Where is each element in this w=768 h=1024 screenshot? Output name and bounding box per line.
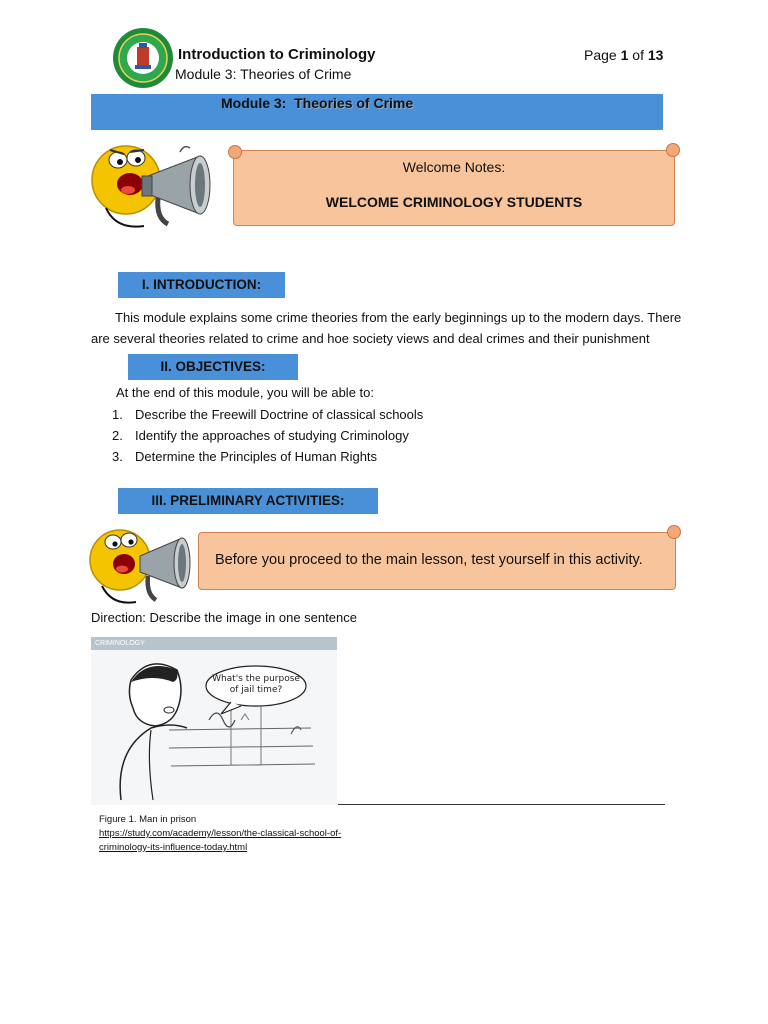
- university-seal-logo: [112, 27, 174, 89]
- preliminary-prompt: Before you proceed to the main lesson, test yourself in this activity.: [215, 552, 643, 568]
- objectives-heading: II. OBJECTIVES:: [128, 354, 298, 380]
- document-subtitle: Module 3: Theories of Crime: [175, 66, 352, 82]
- module-banner: [91, 94, 663, 130]
- list-item: 2. Identify the approaches of studying Criminology: [112, 428, 409, 443]
- introduction-heading: I. INTRODUCTION:: [118, 272, 285, 298]
- welcome-notes-label: Welcome Notes:: [402, 159, 506, 175]
- welcome-title: WELCOME CRIMINOLOGY STUDENTS: [325, 194, 583, 210]
- caption-title: Figure 1. Man in prison: [99, 814, 197, 825]
- list-item: 1. Describe the Freewill Doctrine of classical schools: [112, 407, 424, 422]
- document-title: Introduction to Criminology: [178, 46, 376, 63]
- objectives-list: [112, 404, 423, 467]
- list-item: 3. Determine the Principles of Human Rights: [112, 449, 378, 464]
- welcome-notes-scroll: [233, 150, 675, 226]
- answer-line[interactable]: [338, 804, 665, 805]
- figure-caption: [99, 813, 341, 855]
- image-banner-text: CRIMINOLOGY: [95, 640, 145, 647]
- direction-text: Direction: Describe the image in one sentence: [91, 610, 357, 625]
- speech-bubble-text: What's the purpose of jail time?: [212, 674, 300, 695]
- source-link-continued[interactable]: criminology-its-influence-today.html: [99, 842, 248, 853]
- man-in-prison-image: [91, 637, 337, 805]
- introduction-text: This module explains some crime theories from the early beginnings up to the modern days. There are several theories related to crime and hoe society views and deal crimes and their punishment: [91, 310, 682, 346]
- preliminary-heading: III. PRELIMINARY ACTIVITIES:: [118, 488, 378, 514]
- objectives-lead: At the end of this module, you will be able to:: [116, 385, 374, 400]
- scroll-curl-icon: [228, 145, 242, 159]
- megaphone-emoji-icon: [88, 520, 200, 610]
- image-banner: [91, 637, 337, 650]
- preliminary-prompt-scroll: [198, 532, 676, 590]
- source-link[interactable]: https://study.com/academy/lesson/the-classical-school-of-: [99, 828, 342, 839]
- scroll-curl-icon: [667, 525, 681, 539]
- module-banner-title: Module 3: Theories of Crime: [221, 95, 414, 111]
- scroll-curl-icon: [666, 143, 680, 157]
- megaphone-emoji-icon: [88, 138, 226, 234]
- page-indicator: Page 1 of 13: [584, 47, 664, 63]
